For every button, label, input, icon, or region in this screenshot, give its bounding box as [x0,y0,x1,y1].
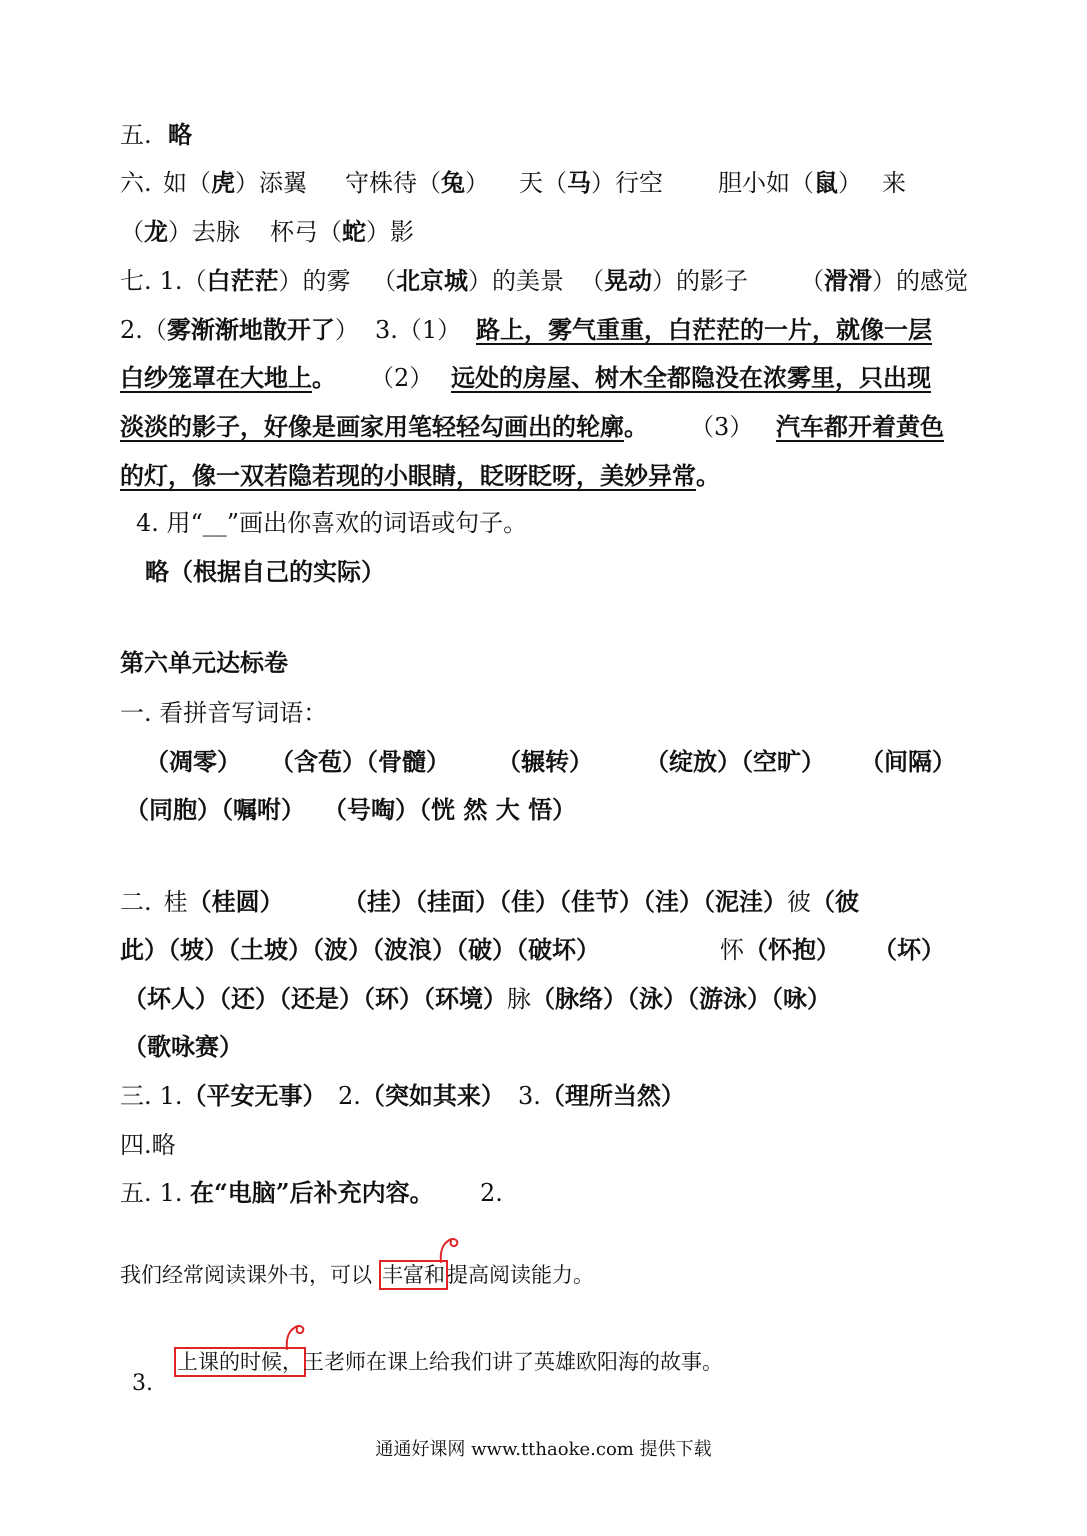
idiom-answer: 蛇 [342,217,366,246]
u5-q7-line-5 [0,462,1087,490]
word-answer: （坏人） [123,984,219,1013]
proofread-mark-icon [433,1235,463,1265]
part3-label [375,316,461,344]
phrase-rest: ）的影子 [652,267,748,295]
u6-q1-heading-line [0,699,1087,727]
phrase-rest: ）的雾 [278,267,351,295]
u6-q1-words-line-2 [0,796,1087,824]
question-number: 四. [120,1131,152,1159]
underlined-sentence: 淡淡的影子，好像是画家用笔轻轻勾画出的轮廓 [120,412,624,441]
u5-q7-line-3 [0,364,1087,392]
bracket: （ [142,316,167,344]
sub-number: 3. [518,1082,541,1110]
u6-q2-line-3 [0,985,1087,1013]
underlined-sentence: 的灯，像一双若隐若现的小眼睛，眨呀眨呀，美妙异常 [120,461,696,490]
u5-q7-line-1 [0,267,1087,295]
marked-text-box: 上课的时候， [174,1347,306,1377]
idiom-answer: 马 [567,168,591,197]
word-answer: （土坡） [228,935,312,964]
word-answer: （脉络） [531,984,627,1013]
word-answer: （波） [312,935,372,964]
answer-text: 在“电脑”后补充内容。 [190,1178,434,1207]
phrase-rest: ）的美景 [468,267,564,295]
word-answer: （间隔） [860,747,956,776]
word-answer: （同胞） [125,795,221,824]
u5-q7-line-2 [0,316,1087,344]
q3-item [338,1082,505,1110]
question-number: 二. [120,888,152,916]
sentence-text: 王老师在课上给我们讲了英雄欧阳海的故事。 [303,1350,723,1374]
idiom-part: ） [465,169,489,197]
word-answer: （泳） [627,984,687,1013]
given-char: 脉 [507,985,531,1013]
idiom-answer: 龙 [144,217,168,246]
sub-number: 2. [120,316,143,344]
phrase-group [120,267,351,295]
word-pair [645,748,825,776]
word-answer: （环） [363,984,423,1013]
u6-q4-line [0,1131,1087,1159]
word-answer: （坏） [873,935,945,964]
char-group [343,888,859,916]
idiom-part: 来 [882,169,906,197]
idiom [345,169,489,197]
underlined-sentence: 白纱笼罩在大地上 [120,363,312,392]
idiom-part: 守株待（ [345,169,441,197]
bracket: （ [580,267,604,295]
bracket: ） [334,316,359,344]
proofread-mark-icon [279,1322,309,1352]
word-answer: （挂面） [415,887,499,916]
phrase-answer: 晃动 [604,266,652,295]
char-group [720,936,840,964]
q3-item [120,1082,327,1110]
idiom [519,169,663,197]
u6-q2-line-4 [0,1033,1087,1061]
word-answer: 此） [120,935,168,964]
idiom-part: ）影 [366,218,414,246]
question-number: 三. [120,1082,152,1110]
answer-text: 略 [168,120,192,149]
char-group [123,985,831,1013]
sub-number: 1. [159,267,183,295]
phrase [372,267,564,295]
word-answer: （破坏） [516,935,600,964]
phrase-answer: 北京城 [396,266,468,295]
word-answer: （坡） [168,935,228,964]
word-pair [323,796,576,824]
u5-q7-line-4 [0,413,1087,441]
word-answer: （号啕） [323,795,419,824]
idiom-part: ）去脉 [168,218,240,246]
word-pair [125,796,305,824]
sentence-group [120,462,720,490]
word-answer: （含苞） [270,747,366,776]
idiom-part: 天（ [519,169,567,197]
question-number: 六. [120,169,152,197]
phrase-rest: ）的感觉 [872,267,968,295]
question-number: 七. [120,267,152,295]
phrase [580,267,748,295]
word-answer: （佳节） [559,887,643,916]
q3-item [518,1082,685,1110]
answer-text: 略 [151,1131,176,1159]
idiom [718,169,862,197]
word-answer: （泥洼） [703,887,787,916]
idiom [163,169,307,197]
question-number: 五. [120,1179,152,1207]
u5-q6-line-1 [0,169,1087,197]
idiom-part: ）行空 [591,169,663,197]
word-answer: （绽放） [645,747,741,776]
phrase-answer: 白茫茫 [206,266,279,295]
word-answer: （骨髓） [366,747,450,776]
item-label: （3） [690,413,754,441]
word-answer: （辗转） [497,747,593,776]
answer-text: （平安无事） [182,1081,327,1110]
q4-answer [120,1131,176,1159]
word-answer: （恍 然 大 悟） [419,795,577,824]
sub-number: 2. [338,1082,361,1110]
word-answer: （破） [456,935,516,964]
period: 。 [312,363,336,392]
idiom [270,218,414,246]
given-char: 怀 [720,936,744,964]
u5-q5-line [0,121,1087,149]
footer-text: 通通好课网 www.tthaoke.com 提供下载 [375,1439,712,1460]
answer-text: （突如其来） [360,1081,505,1110]
word-answer: （空旷） [741,747,825,776]
word-answer: （挂） [343,887,415,916]
word-answer: （游泳） [687,984,771,1013]
idiom-answer: 鼠 [814,168,838,197]
sentence-text: 我们经常阅读课外书，可以 [120,1263,372,1287]
word-answer: （桂圆） [187,887,284,916]
idiom [120,218,240,246]
u6-q2-line-1 [0,888,1087,916]
underlined-sentence: 路上，雾气重重，白茫茫的一片，就像一层 [476,315,932,344]
bracket: （ [182,267,207,295]
given-char: 桂 [163,888,188,916]
period: 。 [696,461,720,490]
part4-prompt: 4. 用“__”画出你喜欢的词语或句子。 [136,509,528,537]
u5-q7-line-7 [0,558,1087,586]
sentence-group [120,413,648,441]
question-heading: 一. 看拼音写词语： [120,699,328,727]
word-answer: （怀抱） [744,935,840,964]
idiom-answer: 兔 [441,168,465,197]
char-group [120,936,600,964]
idiom-part: ）添翼 [235,169,307,197]
word-pair [270,748,450,776]
idiom-part: ） [838,169,862,197]
part2-answer [120,316,359,344]
sub-number: 3. [132,1371,153,1396]
idiom-part: （ [120,218,144,246]
u5-q7-line-6 [0,509,1087,537]
word-answer: （还） [219,984,279,1013]
sub-number: 1. [159,1082,183,1110]
proofread-sentence-2 [0,1262,1087,1288]
underlined-sentence: 汽车都开着黄色 [776,412,944,441]
bracket: （ [800,267,824,295]
idiom-part: 如（ [163,169,211,197]
idiom-answer: 虎 [211,168,235,197]
phrase-answer: 滑滑 [824,266,872,295]
section-title: 第六单元达标卷 [120,648,288,677]
word-answer: （洼） [643,887,703,916]
u6-q2-line-2 [0,936,1087,964]
q5-number [120,1179,183,1207]
sentence-group [120,364,336,392]
word-answer: （嘱咐） [221,795,305,824]
word-answer: （彼 [811,887,859,916]
answer-text: 雾渐渐地散开了 [166,315,335,344]
q5-part3-number-line [0,1371,1087,1397]
sub-number: 1. [159,1179,183,1207]
u6-q1-words-line-1 [0,748,1087,776]
sentence-text: 提高阅读能力。 [447,1263,594,1287]
period: 。 [624,412,648,441]
item-label: （2） [370,364,434,392]
phrase [800,267,968,295]
word-answer: （波浪） [372,935,456,964]
word-answer: （咏） [771,984,831,1013]
u6-title-line [0,649,1087,677]
bracket: （ [372,267,396,295]
given-char: 彼 [787,888,811,916]
u6-q5-line [0,1179,1087,1207]
word-answer: （歌咏赛） [123,1032,243,1061]
sub-number: 3. [375,316,398,344]
word-answer: （环境） [423,984,507,1013]
idiom-part: 杯弓（ [270,218,342,246]
word-answer: （还是） [279,984,363,1013]
marked-text-box: 丰富和 [379,1260,448,1290]
sub-number: 2. [480,1179,503,1207]
word-answer: （佳） [499,887,559,916]
char-group [120,888,284,916]
answer-text: （理所当然） [540,1081,685,1110]
question-number: 五. [120,121,152,149]
word-answer: （凋零） [145,747,241,776]
u6-q3-line [0,1082,1087,1110]
idiom-part: 胆小如（ [718,169,814,197]
item-label: （1） [397,316,462,344]
u5-q6-line-2 [0,218,1087,246]
underlined-sentence: 远处的房屋、树木全都隐没在浓雾里，只出现 [451,363,931,392]
part4-answer: 略（根据自己的实际） [145,557,385,586]
